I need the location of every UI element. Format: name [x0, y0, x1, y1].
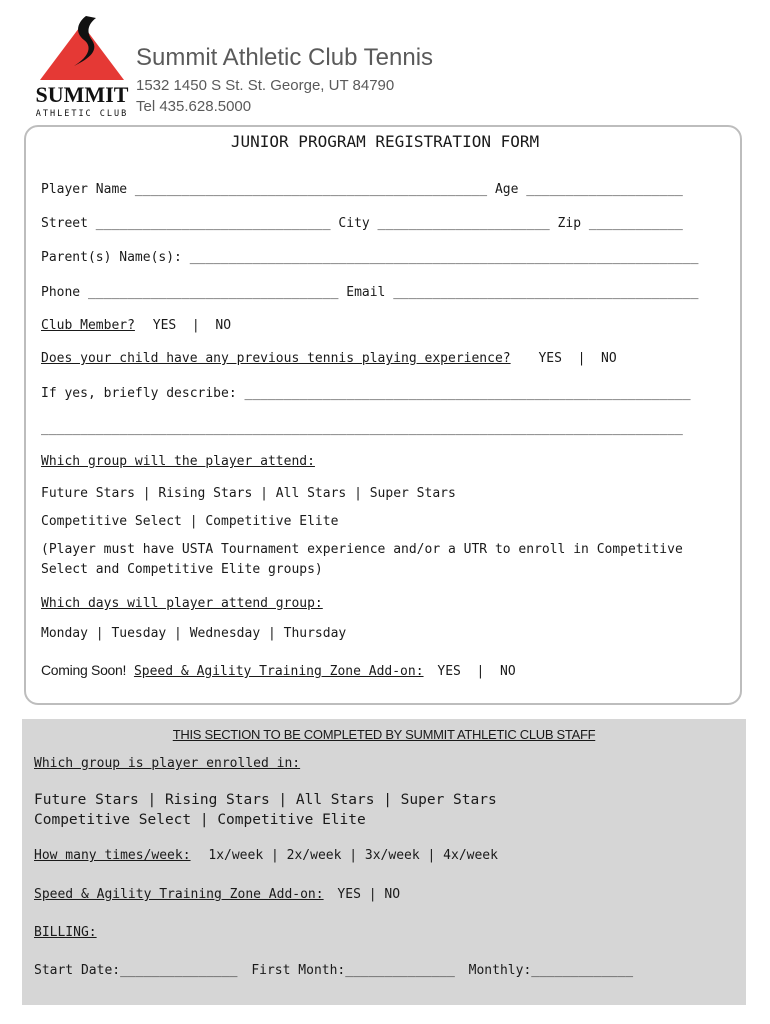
start-date-field[interactable]: Start Date:_______________ — [34, 963, 238, 978]
first-month-field[interactable]: First Month:______________ — [251, 963, 455, 978]
days-question: Which days will player attend group: — [41, 596, 323, 611]
times-question: How many times/week: — [34, 848, 191, 863]
player-name-field[interactable]: Player Name _____________________________________________ Age ____________________ — [41, 182, 683, 197]
days-options[interactable]: Monday | Tuesday | Wednesday | Thursday — [41, 626, 347, 641]
summit-logo — [34, 14, 130, 120]
group-options-2[interactable]: Competitive Select | Competitive Elite — [41, 514, 339, 529]
group-note-2: Select and Competitive Elite groups) — [41, 562, 323, 577]
club-name: Summit Athletic Club Tennis — [136, 44, 434, 71]
group-note-1: (Player must have USTA Tournament experience and/or a UTR to enroll in Competitive — [41, 542, 683, 557]
club-address: 1532 1450 S St. St. George, UT 84790 — [136, 77, 395, 94]
staff-addon-options[interactable]: YES | NO — [337, 887, 401, 902]
billing-row — [34, 963, 633, 978]
phone-email-field[interactable]: Phone ________________________________ Email _______________________________________ — [41, 285, 699, 300]
club-phone: Tel 435.628.5000 — [136, 98, 252, 115]
street-city-zip-field[interactable]: Street ______________________________ City ______________________ Zip ____________ — [41, 216, 683, 231]
describe-field-line2[interactable]: __________________________________________________________________________________ — [41, 421, 683, 436]
group-question: Which group will the player attend: — [41, 454, 315, 469]
addon-question: Speed & Agility Training Zone Add-on: — [133, 664, 424, 679]
group-options-1[interactable]: Future Stars | Rising Stars | All Stars | Super Stars — [41, 486, 456, 501]
experience-row — [41, 351, 617, 366]
form-title: JUNIOR PROGRAM REGISTRATION FORM — [230, 132, 540, 151]
staff-group-options-2[interactable]: Competitive Select | Competitive Elite — [34, 812, 366, 828]
staff-group-options-1[interactable]: Future Stars | Rising Stars | All Stars | Super Stars — [34, 792, 497, 808]
times-row — [34, 848, 498, 863]
staff-addon-question: Speed & Agility Training Zone Add-on: — [34, 887, 324, 902]
experience-options[interactable]: YES | NO — [538, 351, 617, 366]
addon-row — [41, 662, 516, 679]
staff-addon-row — [34, 887, 400, 902]
describe-field[interactable]: If yes, briefly describe: _________________________________________________________ — [41, 386, 691, 401]
club-member-options[interactable]: YES | NO — [152, 318, 232, 333]
addon-options[interactable]: YES | NO — [437, 664, 516, 679]
logo-sub: ATHLETIC CLUB — [35, 109, 129, 119]
times-options[interactable]: 1x/week | 2x/week | 3x/week | 4x/week — [208, 848, 498, 863]
experience-question: Does your child have any previous tennis playing experience? — [41, 351, 511, 366]
coming-soon-label: Coming Soon! — [41, 662, 127, 678]
logo-word: SUMMIT — [35, 82, 129, 107]
parents-name-field[interactable]: Parent(s) Name(s): _________________________________________________________________ — [41, 250, 699, 265]
club-member-row — [41, 318, 231, 333]
club-member-question: Club Member? — [41, 318, 135, 333]
enrolled-question: Which group is player enrolled in: — [34, 756, 301, 771]
monthly-field[interactable]: Monthly:_____________ — [468, 963, 634, 978]
billing-label: BILLING: — [34, 925, 97, 940]
staff-section-title: THIS SECTION TO BE COMPLETED BY SUMMIT ATHLETIC CLUB STAFF — [172, 727, 596, 742]
registration-form-box — [24, 125, 742, 705]
